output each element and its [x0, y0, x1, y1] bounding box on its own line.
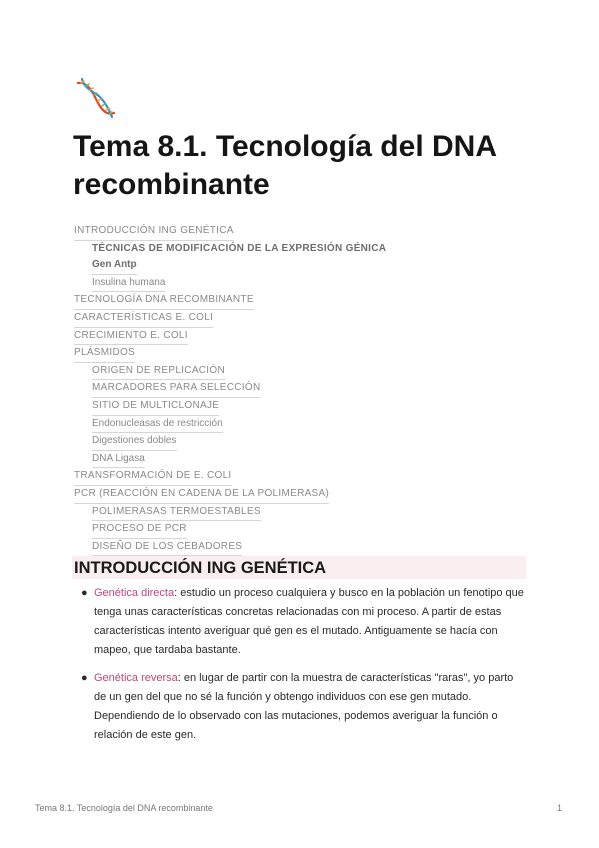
toc-link[interactable]: ORIGEN DE REPLICACIÓN	[92, 363, 225, 381]
toc-link[interactable]: SITIO DE MULTICLONAJE	[92, 398, 219, 416]
toc-link[interactable]: PCR (REACCIÓN EN CADENA DE LA POLIMERASA)	[74, 486, 329, 504]
toc-link[interactable]: TÉCNICAS DE MODIFICACIÓN DE LA EXPRESIÓN GÉNICA	[92, 242, 387, 254]
toc-link[interactable]: POLIMERASAS TERMOESTABLES	[92, 504, 261, 522]
bullet-list	[80, 584, 526, 754]
toc-link[interactable]: Insulina humana	[92, 275, 165, 293]
term-highlight: Genética directa	[94, 587, 175, 599]
toc-link[interactable]: PLÁSMIDOS	[74, 345, 135, 363]
term-highlight: Genética reversa	[94, 672, 178, 684]
toc-link[interactable]: Endonucleasas de restricción	[92, 416, 223, 434]
footer-title: Tema 8.1. Tecnología del DNA recombinante	[35, 803, 213, 813]
toc-link[interactable]: INTRODUCCIÓN ING GENÉTICA	[74, 223, 234, 241]
section-heading: INTRODUCCIÓN ING GENÉTICA	[72, 556, 526, 579]
toc-link[interactable]: DISEÑO DE LOS CEBADORES	[92, 539, 242, 557]
toc-link[interactable]: DNA Ligasa	[92, 451, 145, 469]
toc-link[interactable]: Digestiones dobles	[92, 433, 177, 451]
bullet-text: : en lugar de partir con la muestra de características "raras", yo parto de un gen del que no sé la función y obtengo individuos con ese gen mutado. Dependiendo de lo observado con las mutaciones, podemos averiguar la función o relación de este gen.	[94, 672, 514, 741]
table-of-contents	[74, 223, 544, 556]
page-title: Tema 8.1. Tecnología del DNA recombinante	[73, 130, 496, 201]
bullet-icon: ●	[81, 587, 88, 599]
dna-icon	[74, 77, 116, 119]
toc-link[interactable]: PROCESO DE PCR	[92, 521, 187, 539]
toc-link[interactable]: CRECIMIENTO E. COLI	[74, 328, 188, 346]
list-item	[80, 584, 526, 660]
toc-link[interactable]: CARACTERÍSTICAS E. COLI	[74, 310, 213, 328]
bullet-icon: ●	[81, 672, 88, 684]
toc-link[interactable]: Gen Antp	[92, 257, 137, 275]
toc-link[interactable]: TRANSFORMACIÓN DE E. COLI	[74, 468, 232, 486]
list-item	[80, 669, 526, 745]
toc-link[interactable]: MARCADORES PARA SELECCIÓN	[92, 380, 260, 398]
page-number: 1	[557, 803, 563, 813]
toc-link[interactable]: TECNOLOGÍA DNA RECOMBINANTE	[74, 292, 254, 310]
bullet-text: : estudio un proceso cualquiera y busco en la población un fenotipo que tenga unas características concretas relacionadas con mi proceso. A partir de estas características intento averiguar qué gen es el mutado. Antiguamente se hacía con mapeo, que tardaba bastante.	[94, 587, 524, 656]
